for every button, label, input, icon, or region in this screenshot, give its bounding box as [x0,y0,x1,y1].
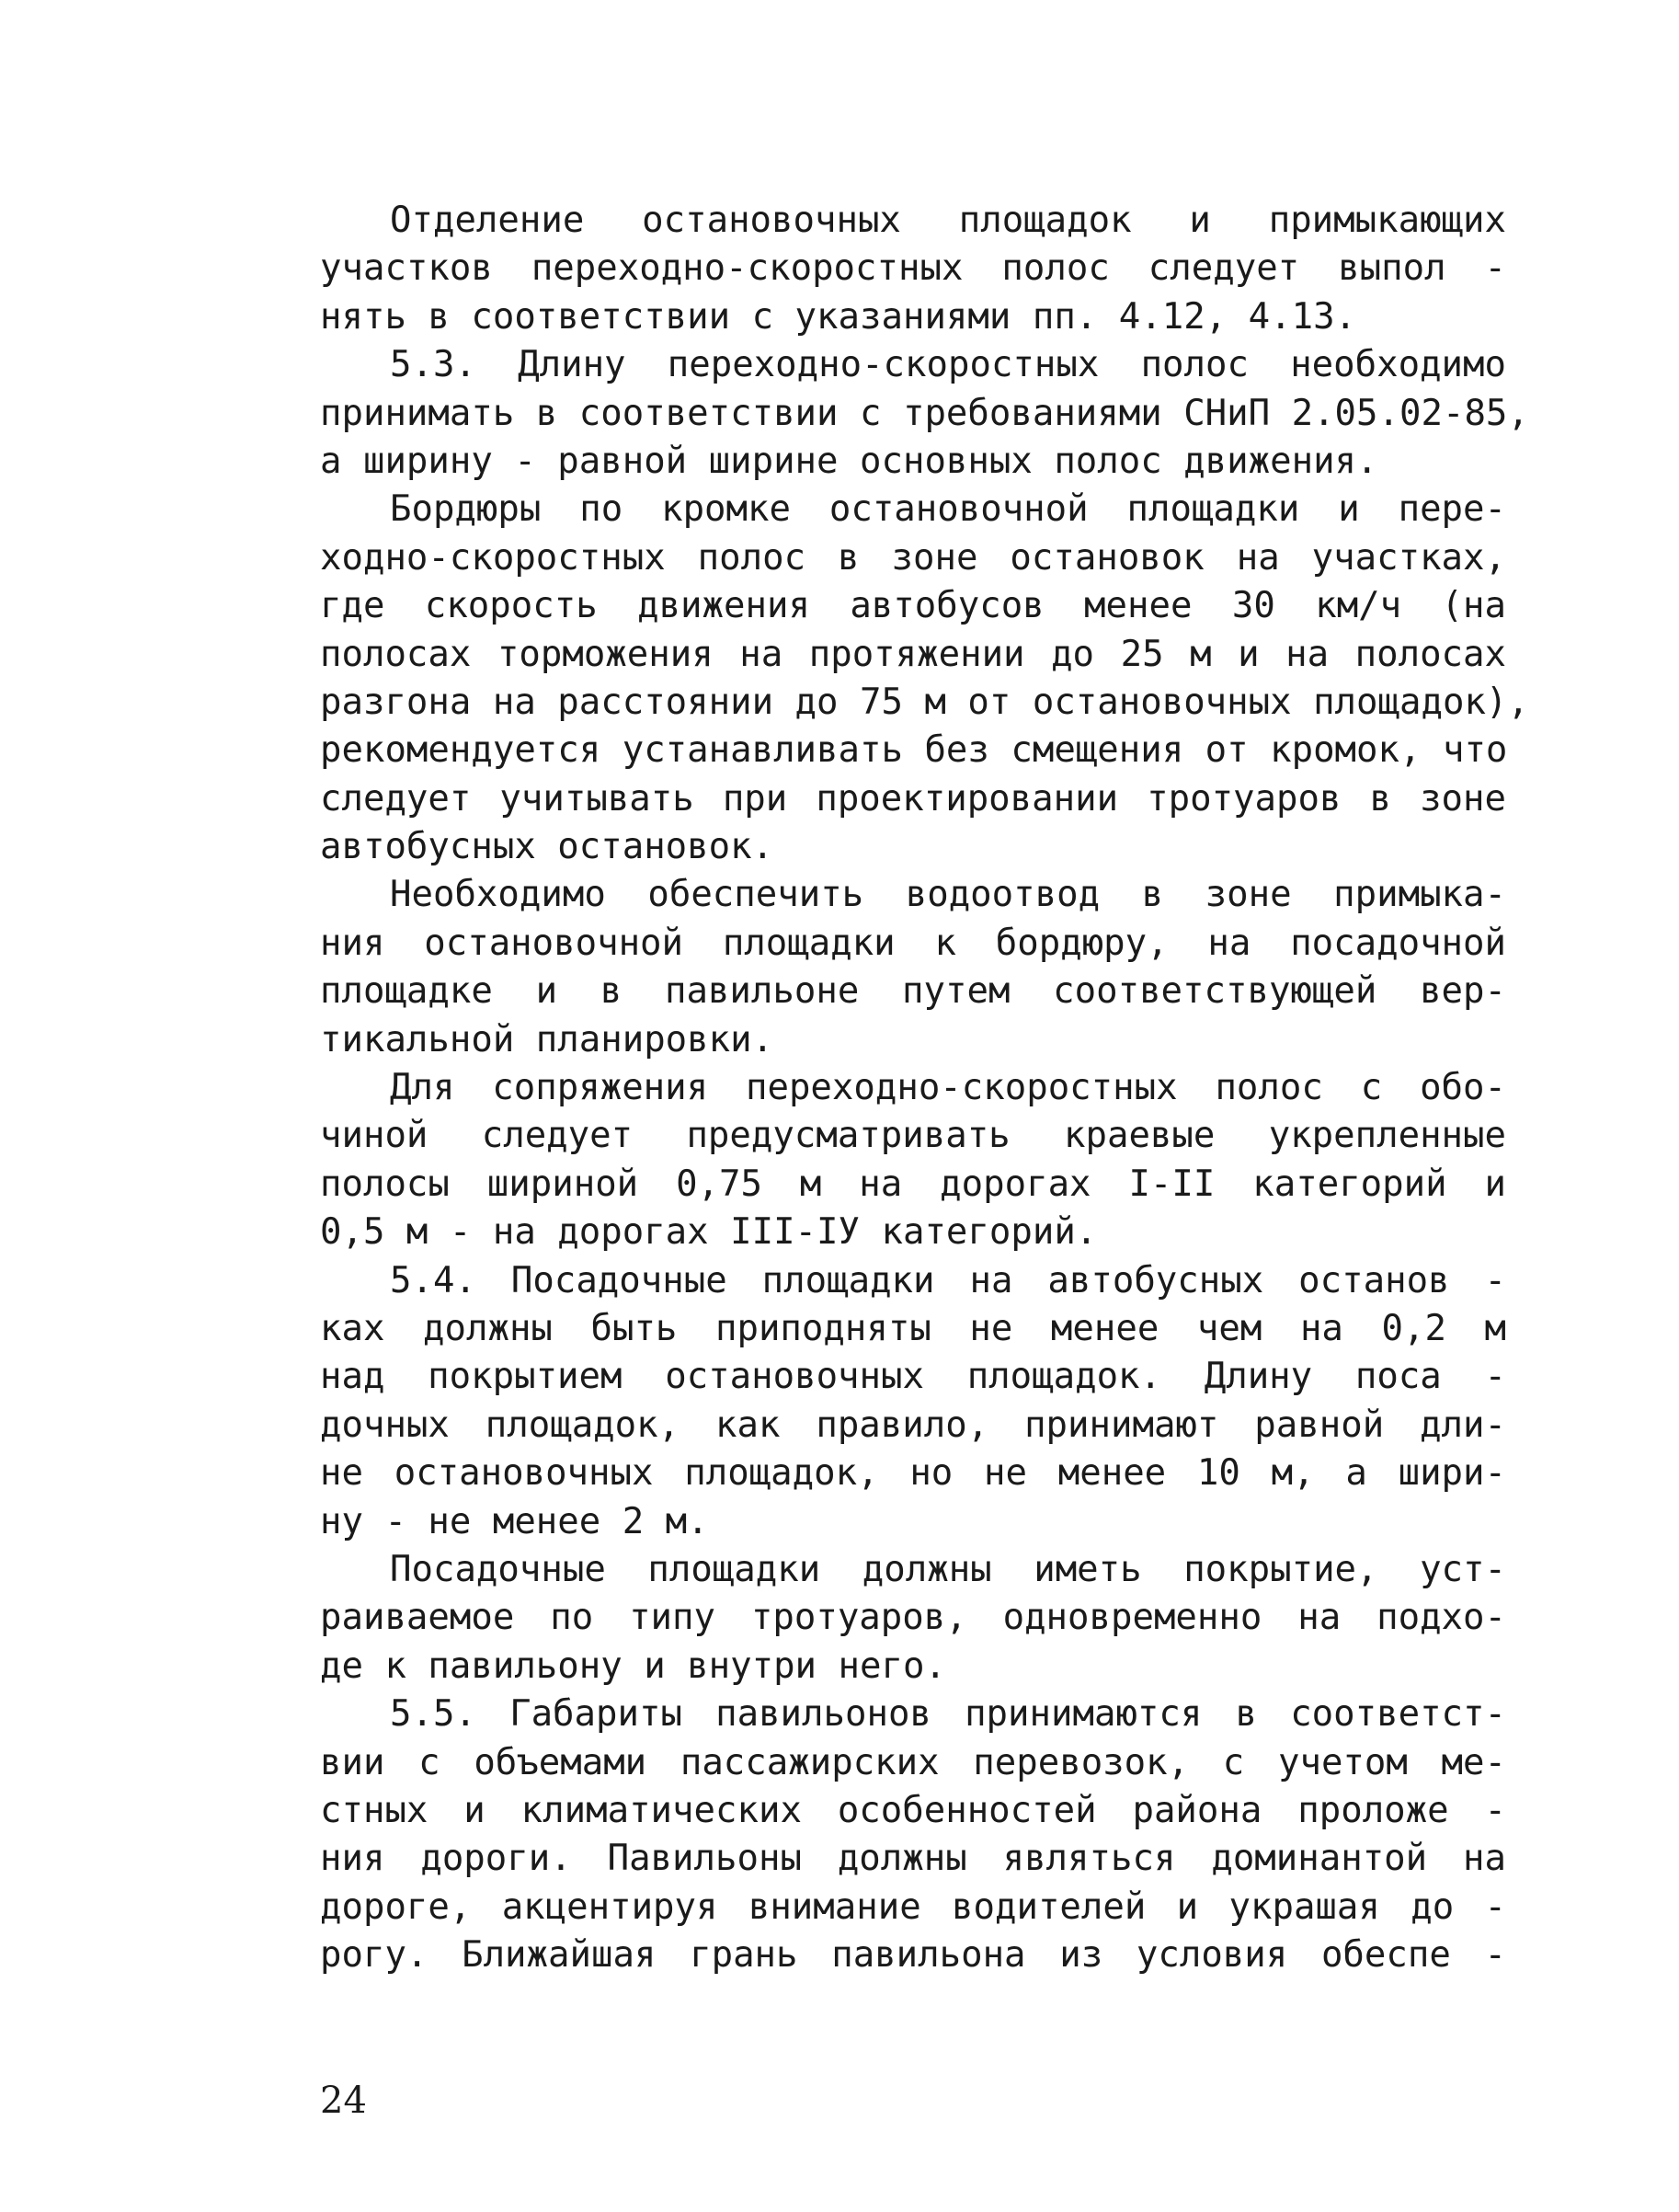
text-line: Для сопряжения переходно-скоростных полос с обо- [390,1067,1506,1109]
text-line: де к павильону и внутри него. [320,1645,946,1687]
text-line: дочных площадок, как правило, принимают равной дли- [320,1404,1506,1446]
text-line: чиной следует предусматривать краевые укрепленные [320,1115,1506,1157]
text-line: Необходимо обеспечить водоотвод в зоне примыка- [390,874,1506,916]
text-line: 0,5 м - на дорогах III-IУ категорий. [320,1211,1098,1254]
text-line: рогу. Ближайшая грань павильона из условия обеспе - [320,1934,1506,1977]
text-line: 5.5. Габариты павильонов принимаются в соответст- [390,1693,1506,1736]
text-line: 5.3. Длину переходно-скоростных полос необходимо [390,344,1506,386]
text-line: а ширину - равной ширине основных полос движения. [320,440,1378,482]
text-line: раиваемое по типу тротуаров, одновременно на подхо- [320,1597,1506,1639]
text-line: ну - не менее 2 м. [320,1500,709,1542]
text-line: стных и климатических особенностей района проложе - [320,1789,1506,1831]
text-line: не остановочных площадок, но не менее 10 м, а шири- [320,1452,1506,1495]
body-text [320,197,1529,1979]
paragraph [320,197,1506,341]
text-line: полосы шириной 0,75 м на дорогах I-II категорий и [320,1163,1506,1205]
text-line: Посадочные площадки должны иметь покрытие, уст- [390,1548,1506,1590]
text-line: ния остановочной площадки к бордюру, на посадочной [320,922,1506,964]
text-line: площадке и в павильоне путем соответствующей вер- [320,970,1506,1013]
text-line: 5.4. Посадочные площадки на автобусных останов - [390,1259,1506,1301]
paragraph [320,1546,1506,1691]
text-line: Отделение остановочных площадок и примыкающих [390,200,1506,241]
paragraph [320,1691,1506,1979]
paragraph [320,1257,1506,1546]
text-line: над покрытием остановочных площадок. Длину поса - [320,1356,1506,1398]
text-line: ках должны быть приподняты не менее чем на 0,2 м [320,1307,1506,1349]
page-number: 24 [320,2080,367,2122]
text-line: разгона на расстоянии до 75 м от остановочных площадок), [320,681,1529,723]
text-line: Бордюры по кромке остановочной площадки и пере- [390,488,1506,531]
text-line: дороге, акцентируя внимание водителей и украшая до - [320,1885,1506,1928]
text-line: тикальной планировки. [320,1018,774,1060]
paragraph [320,341,1529,486]
text-line: участков переходно-скоростных полос следует выпол - [320,247,1506,290]
text-line: автобусных остановок. [320,826,774,868]
paragraph [320,1064,1506,1257]
paragraph [320,871,1506,1064]
paragraph [320,486,1529,871]
text-line: ходно-скоростных полос в зоне остановок на участках, [320,536,1506,579]
text-line: полосах торможения на протяжении до 25 м и на полосах [320,633,1506,675]
text-line: где скорость движения автобусов менее 30 км/ч (на [320,585,1506,627]
text-line: принимать в соответствии с требованиями СНиП 2.05.02-85, [320,392,1529,434]
text-line: вии с объемами пассажирских перевозок, с учетом ме- [320,1741,1506,1783]
text-line: следует учитывать при проектировании тротуаров в зоне [320,777,1506,819]
text-line: нять в соответствии с указаниями пп. 4.12, 4.13. [320,295,1357,338]
text-line: рекомендуется устанавливать без смещения от кромок, что [320,729,1508,772]
text-line: ния дороги. Павильоны должны являться доминантой на [320,1838,1506,1880]
